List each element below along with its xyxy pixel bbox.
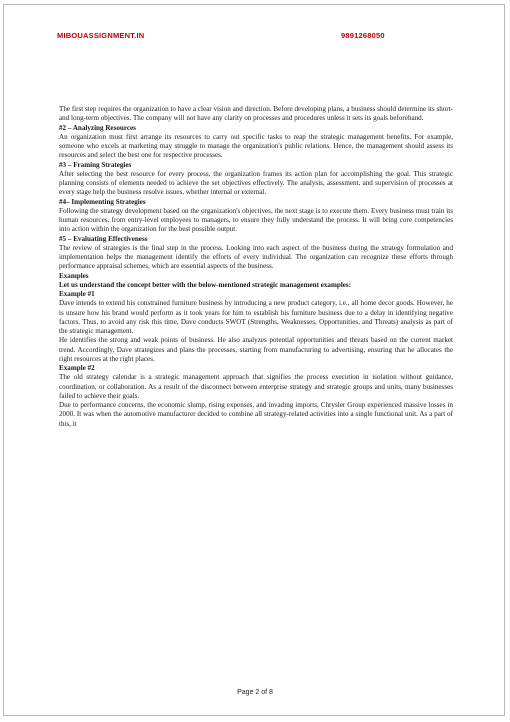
heading-example-2: Example #2 — [59, 364, 95, 372]
paragraph-evaluating-effectiveness: The review of strategies is the final step in the process. Looking into each aspect of the business during the strategy formulation and implementation helps the management identify the efforts of every individual. The organization can recognize these efforts through performance appraisal schemes, which are essential aspects of the business. — [59, 243, 453, 271]
paragraph-intro: The first step requires the organization to have a clear vision and direction. Before developing plans, a business should determine its short- and long-term objectives. The company will not have any clarity on processes and procedures unless it sets its goals beforehand. — [59, 105, 453, 123]
paragraph-examples-intro: Let us understand the concept better with the below-mentioned strategic management examples: — [59, 280, 352, 289]
document-body — [59, 105, 453, 429]
paragraph-example-2b: Due to performance concerns, the economic slump, rising expenses, and invading imports, Chrysler Group experienced massive losses in 2000. It was when the automotive manufacturer decided to combine all strategy-related activities into a single functional unit. As a part of this, it — [59, 401, 453, 428]
heading-framing-strategies: #3 – Framing Strategies — [59, 160, 132, 169]
paragraph-analyzing-resources: An organization must first arrange its resources to carry out specific tasks to reap the strategic management benefits. For example, someone who excels at marketing may struggle to manage the organization's public relations. Hence, the management should assess its resources and select the best one for respective processes. — [59, 132, 453, 160]
heading-evaluating-effectiveness: #5 – Evaluating Effectiveness — [59, 234, 148, 243]
paragraph-implementing-strategies: Following the strategy development based on the organization's objectives, the next stage is to execute them. Every business must train its human resources, from entry-level employees to managers, to ensure they fully understand the process. It will bring core competencies into action within the organization for the best possible output. — [59, 206, 453, 234]
header-site-name: MIBOUASSIGNMENT.IN — [57, 31, 145, 40]
heading-example-1: Example #1 — [59, 290, 95, 298]
page-number: Page 2 of 8 — [237, 689, 273, 696]
paragraph-example-1b: He identifies the strong and weak points of business. He also analyzes potential opportunities and threats based on the current market trend. Accordingly, Dave strategizes and plans the processes, starting from manufacturing to advertising, ensuring that he allocates the right resources at the right places. — [59, 336, 453, 363]
paragraph-example-2a: The old strategy calendar is a strategic management approach that signifies the process execution in isolation without guidance, coordination, or collaboration. As a result of the disconnect between enterprise strategy and strategic groups and units, many businesses failed to achieve their goals. — [59, 373, 453, 400]
paragraph-example-1a: Dave intends to extend his constrained furniture business by introducing a new product category, i.e., all home decor goods. However, he is unsure how his brand would perform as it took years for him to establish his furniture business due to a delay in identifying negative factors. Thus, to avoid any risk this time, Dave conducts SWOT (Strengths, Weaknesses, Opportunities, and Threats) analysis as part of the strategic management. — [59, 299, 453, 335]
heading-examples: Examples — [59, 271, 89, 280]
heading-analyzing-resources: #2 – Analyzing Resources — [59, 123, 136, 132]
heading-implementing-strategies: #4– Implementing Strategies — [59, 197, 146, 206]
paragraph-framing-strategies: After selecting the best resource for every process, the organization frames its action plan for accomplishing the goal. This strategic planning consists of elements needed to achieve the set objectives effectively. The analysis, assessment, and supervision of processes at every stage help the business resolve issues, whether internal or external. — [59, 169, 453, 197]
header-phone: 9891268050 — [341, 31, 385, 40]
